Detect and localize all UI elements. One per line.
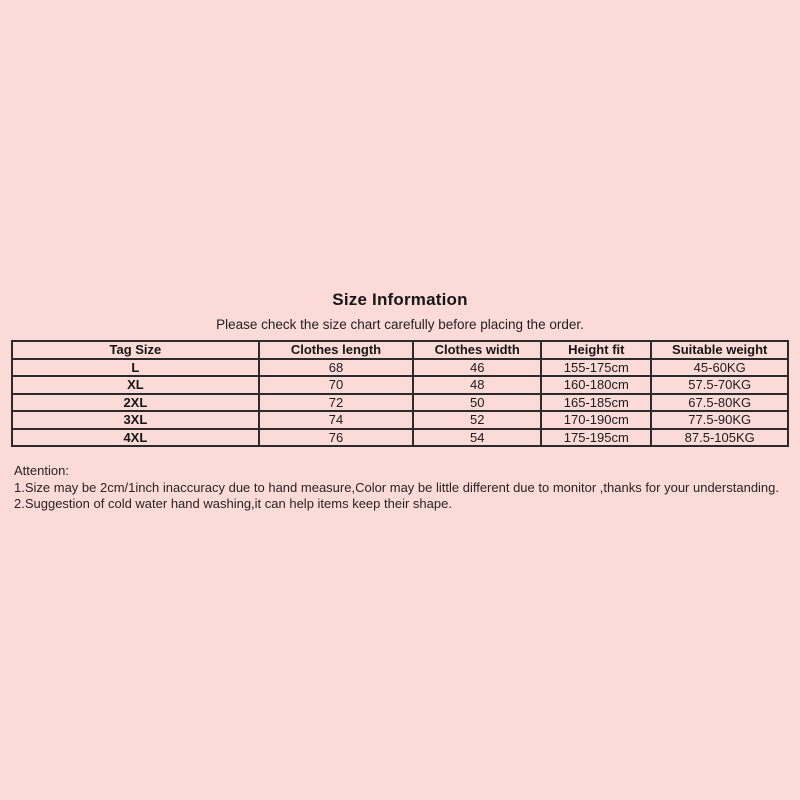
table-row (12, 411, 788, 429)
table-header-row (12, 341, 788, 359)
column-header-tag-size: Tag Size (12, 341, 259, 359)
column-header-clothes-length: Clothes length (259, 341, 413, 359)
cell-value: 160-180cm (541, 376, 651, 394)
cell-value: 52 (413, 411, 541, 429)
column-header-suitable-weight: Suitable weight (651, 341, 788, 359)
cell-value: 68 (259, 359, 413, 377)
attention-note-2: 2.Suggestion of cold water hand washing,it can help items keep their shape. (14, 496, 452, 511)
cell-value: 74 (259, 411, 413, 429)
cell-tag-size: 2XL (12, 394, 259, 412)
cell-tag-size: 3XL (12, 411, 259, 429)
table-row (12, 376, 788, 394)
cell-value: 175-195cm (541, 429, 651, 447)
table-row (12, 359, 788, 377)
cell-value: 72 (259, 394, 413, 412)
attention-heading: Attention: (14, 463, 69, 478)
cell-value: 57.5-70KG (651, 376, 788, 394)
cell-value: 54 (413, 429, 541, 447)
cell-value: 165-185cm (541, 394, 651, 412)
table-row (12, 429, 788, 447)
attention-note-1: 1.Size may be 2cm/1inch inaccuracy due to hand measure,Color may be little different due to monitor ,thanks for your understanding. (14, 479, 780, 495)
cell-value: 76 (259, 429, 413, 447)
column-header-clothes-width: Clothes width (413, 341, 541, 359)
cell-value: 155-175cm (541, 359, 651, 377)
cell-value: 87.5-105KG (651, 429, 788, 447)
cell-value: 48 (413, 376, 541, 394)
size-chart-subtitle: Please check the size chart carefully before placing the order. (216, 317, 584, 332)
table-row (12, 394, 788, 412)
column-header-height-fit: Height fit (541, 341, 651, 359)
cell-tag-size: XL (12, 376, 259, 394)
attention-block (14, 463, 794, 513)
cell-tag-size: L (12, 359, 259, 377)
cell-value: 45-60KG (651, 359, 788, 377)
cell-value: 67.5-80KG (651, 394, 788, 412)
cell-value: 46 (413, 359, 541, 377)
page-title: Size Information (332, 290, 468, 309)
cell-value: 50 (413, 394, 541, 412)
cell-tag-size: 4XL (12, 429, 259, 447)
size-table (11, 340, 789, 447)
size-table-body (12, 359, 788, 447)
cell-value: 70 (259, 376, 413, 394)
cell-value: 77.5-90KG (651, 411, 788, 429)
cell-value: 170-190cm (541, 411, 651, 429)
